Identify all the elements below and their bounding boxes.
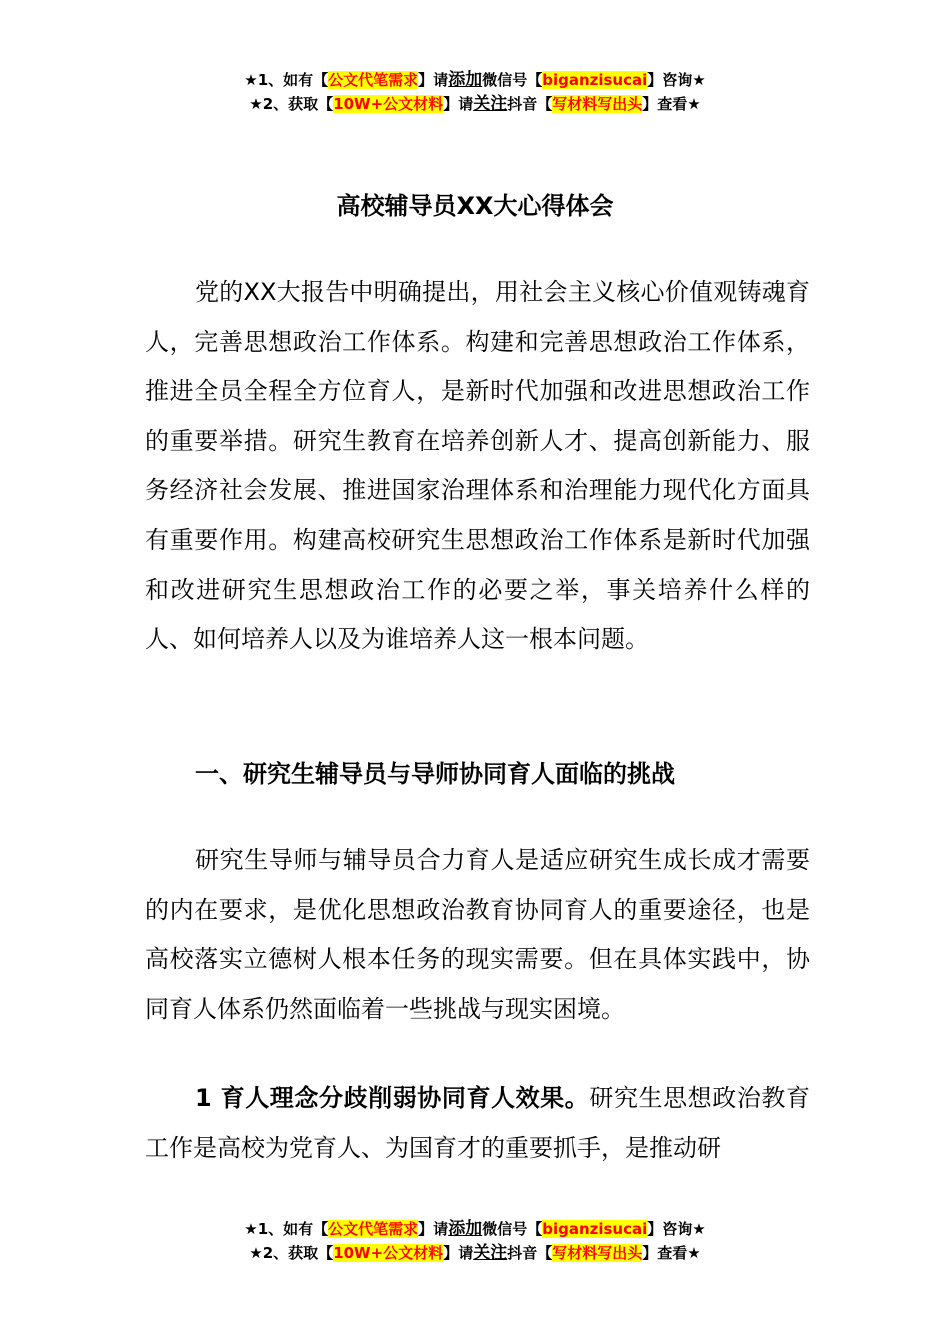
promo-text: 】咨询★ <box>647 1220 706 1238</box>
promo-text: 】咨询★ <box>647 71 706 89</box>
promo-text: ★1、如有【 <box>244 71 329 89</box>
promo-douyin-id: 写材料写出头 <box>552 95 643 113</box>
promo-highlight: 公文代笔需求 <box>328 1220 419 1238</box>
promo-emphasis: 关注 <box>473 1243 508 1263</box>
promo-line-2 <box>0 1241 950 1265</box>
promo-text: 】请 <box>443 95 474 113</box>
promo-wechat-id: biganzisucai <box>542 1220 648 1238</box>
promo-text: 微信号【 <box>482 1220 543 1238</box>
point-lead: 1 育人理念分歧削弱协同育人效果。 <box>195 1084 590 1112</box>
promo-line-2 <box>0 92 950 116</box>
promo-emphasis: 关注 <box>473 94 508 114</box>
promo-text: 】查看★ <box>642 1244 701 1262</box>
promo-highlight: 10W+公文材料 <box>333 95 444 113</box>
point-text: 研究生思想政治教育工作是高校为党育人、为国育才的重要抓手，是推动研 <box>145 1084 811 1162</box>
section-paragraph: 研究生导师与辅导员合力育人是适应研究生成长成才需要的内在要求，是优化思想政治教育协同育人的重要途径，也是高校落实立德树人根本任务的现实需要。但在具体实践中，协同育人体系仍然面临着一些挑战与现实困境。 <box>145 846 810 1023</box>
promo-text: ★2、获取【 <box>249 1244 334 1262</box>
promo-text: ★2、获取【 <box>249 95 334 113</box>
header-promo-banner <box>0 68 950 116</box>
promo-highlight: 10W+公文材料 <box>333 1244 444 1262</box>
footer-promo-banner <box>0 1217 950 1265</box>
promo-wechat-id: biganzisucai <box>542 71 648 89</box>
intro-paragraph: 党的XX大报告中明确提出，用社会主义核心价值观铸魂育人，完善思想政治工作体系。构建和完善思想政治工作体系，推进全员全程全方位育人，是新时代加强和改进思想政治工作的重要举措。研究生教育在培养创新人才、提高创新能力、服务经济社会发展、推进国家治理体系和治理能力现代化方面具有重要作用。构建高校研究生思想政治工作体系是新时代加强和改进研究生思想政治工作的必要之举，事关培养什么样的人、如何培养人以及为谁培养人这一根本问题。 <box>145 278 810 654</box>
document-title: 高校辅导员XX大心得体会 <box>336 192 614 220</box>
promo-emphasis: 添加 <box>448 1219 483 1239</box>
promo-text: 抖音【 <box>507 95 553 113</box>
promo-emphasis: 添加 <box>448 70 483 90</box>
promo-text: 抖音【 <box>507 1244 553 1262</box>
promo-text: 】请 <box>418 71 449 89</box>
promo-line-1 <box>0 1217 950 1241</box>
promo-text: 】请 <box>418 1220 449 1238</box>
promo-douyin-id: 写材料写出头 <box>552 1244 643 1262</box>
promo-text: 】查看★ <box>642 95 701 113</box>
promo-highlight: 公文代笔需求 <box>328 71 419 89</box>
point-paragraph <box>145 1074 810 1173</box>
promo-text: 微信号【 <box>482 71 543 89</box>
section-heading: 一、研究生辅导员与导师协同育人面临的挑战 <box>195 760 675 788</box>
promo-text: ★1、如有【 <box>244 1220 329 1238</box>
promo-line-1 <box>0 68 950 92</box>
promo-text: 】请 <box>443 1244 474 1262</box>
